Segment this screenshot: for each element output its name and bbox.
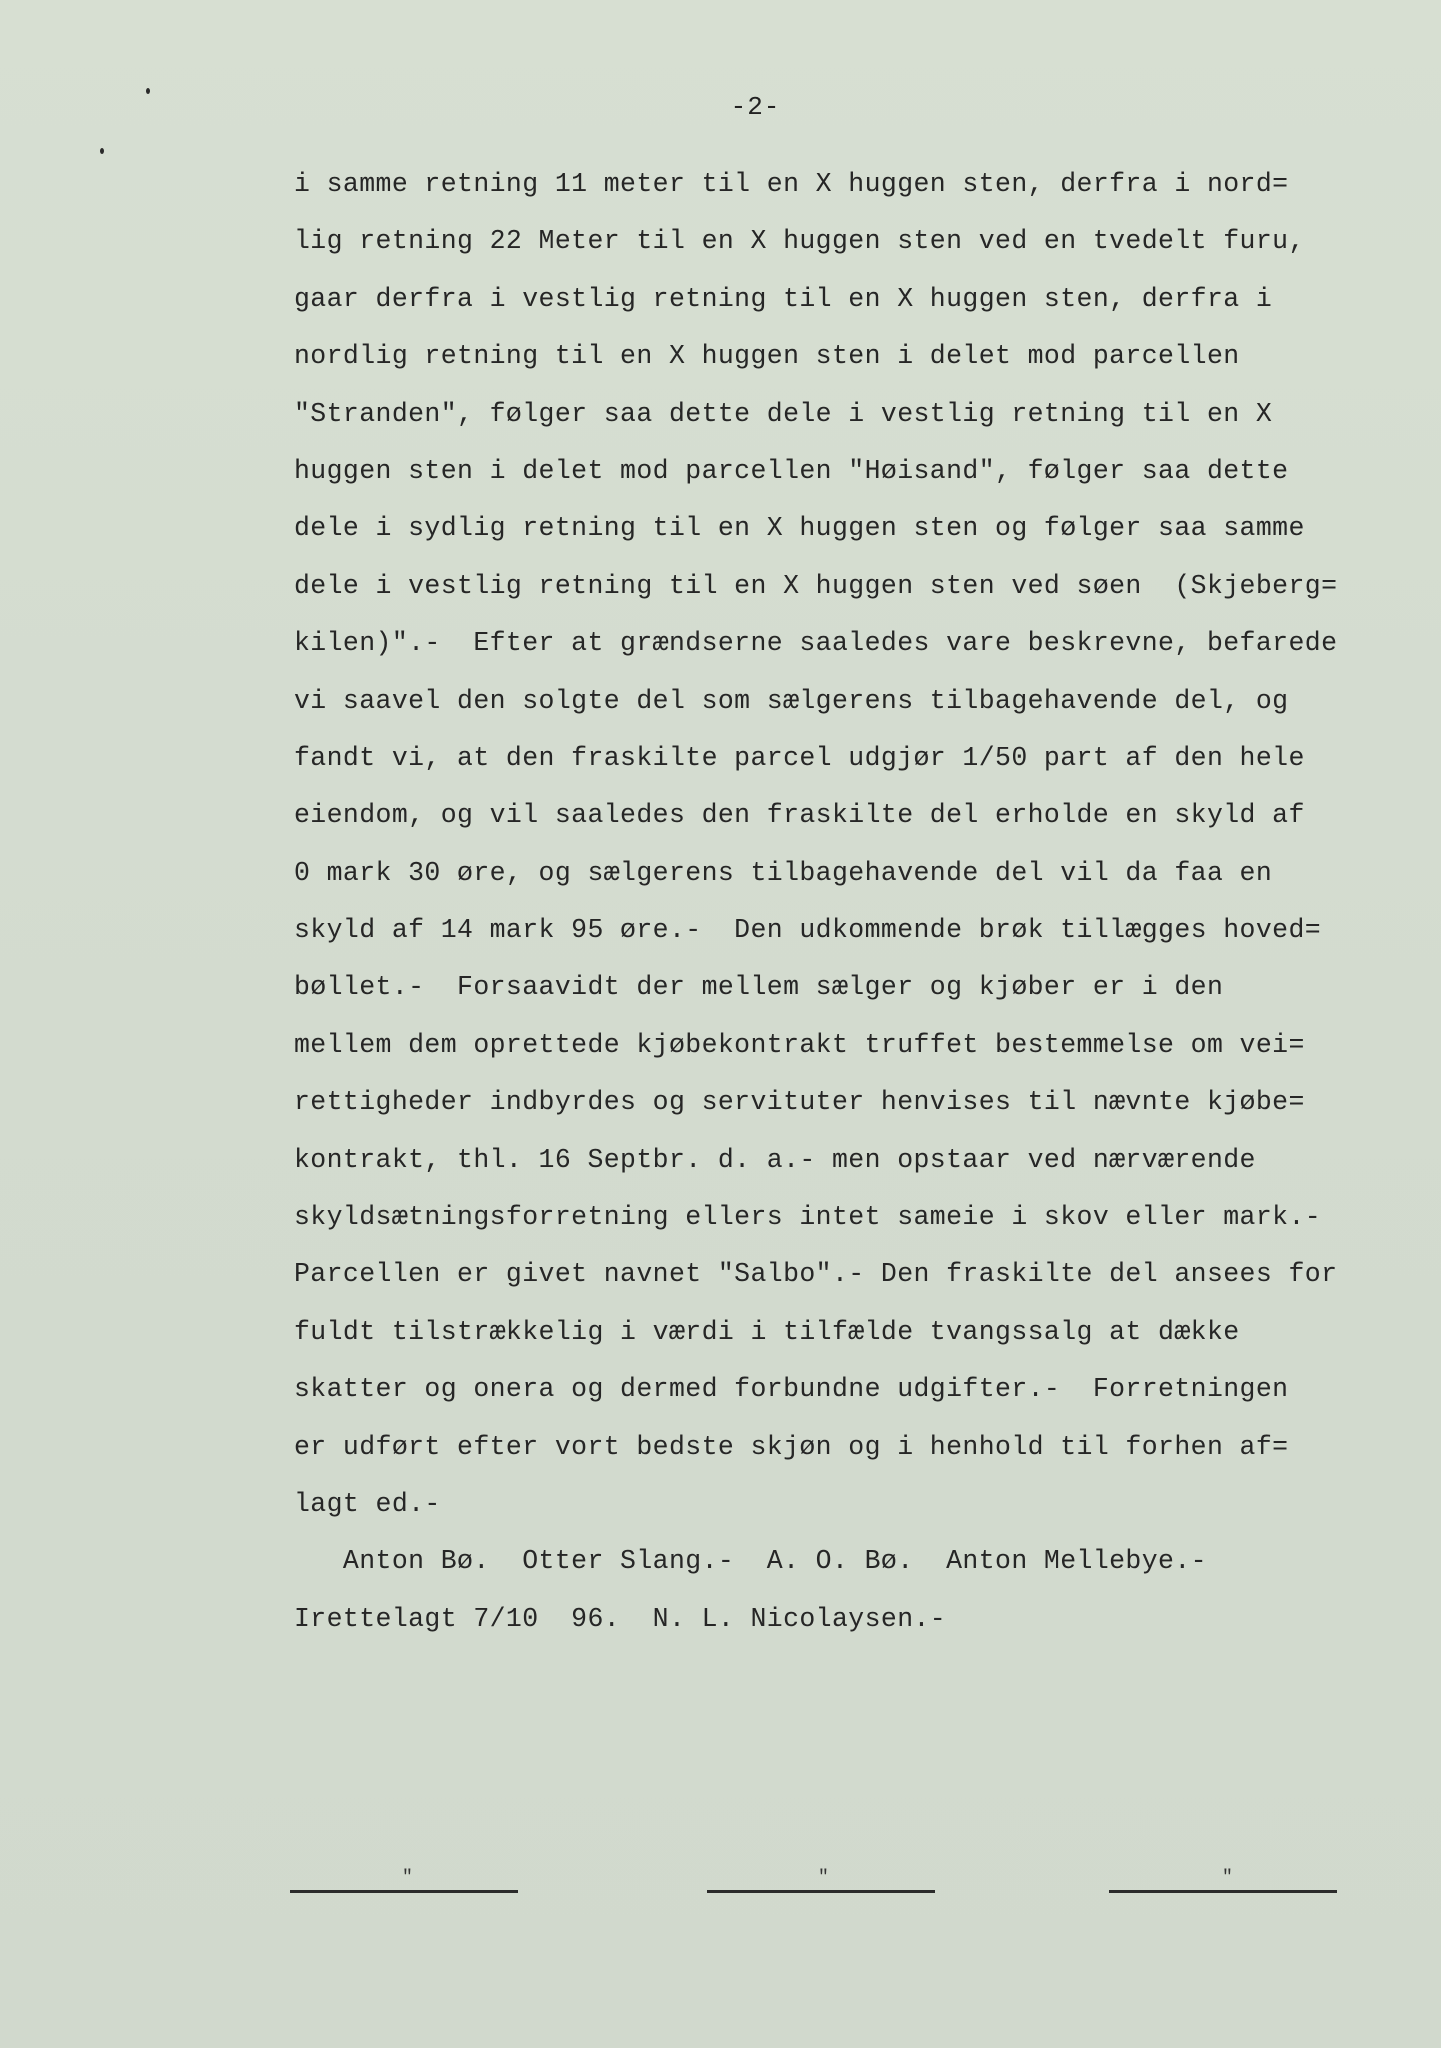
text-line: 0 mark 30 øre, og sælgerens tilbagehavende del vil da faa en (294, 857, 1273, 888)
text-line: skyldsætningsforretning ellers intet sameie i skov eller mark.- (294, 1202, 1322, 1233)
text-line: huggen sten i delet mod parcellen "Høisand", følger saa dette (294, 455, 1289, 486)
text-line: kontrakt, thl. 16 Septbr. d. a.- men opstaar ved nærværende (294, 1144, 1256, 1175)
text-line: fandt vi, at den fraskilte parcel udgjør 1/50 part af den hele (294, 742, 1305, 773)
text-line: i samme retning 11 meter til en X huggen sten, derfra i nord= (294, 169, 1289, 199)
text-line: bøllet.- Forsaavidt der mellem sælger og kjøber er i den (294, 972, 1224, 1003)
separator-rule-center (707, 1890, 935, 1893)
ditto-mark-right: " (1222, 1868, 1233, 1888)
page-number: -2- (730, 92, 781, 122)
signature-line: Anton Bø. Otter Slang.- A. O. Bø. Anton Mellebye.- (294, 1546, 1207, 1577)
text-line: gaar derfra i vestlig retning til en X huggen sten, derfra i (294, 283, 1273, 314)
text-line: Parcellen er givet navnet "Salbo".- Den fraskilte del ansees for (294, 1259, 1338, 1290)
ditto-mark-center: " (818, 1868, 829, 1888)
text-line: kilen)".- Efter at grændserne saaledes vare beskrevne, befarede (294, 628, 1338, 659)
separator-rule-right (1109, 1890, 1337, 1893)
text-line: mellem dem oprettede kjøbekontrakt truffet bestemmelse om vei= (294, 1029, 1305, 1060)
separator-rule-left (290, 1890, 518, 1893)
text-line: eiendom, og vil saaledes den fraskilte del erholde en skyld af (294, 800, 1305, 831)
text-line: lagt ed.- (294, 1488, 441, 1519)
text-line: er udført efter vort bedste skjøn og i henhold til forhen af= (294, 1431, 1289, 1462)
text-line: skatter og onera og dermed forbundne udgifter.- Forretningen (294, 1374, 1289, 1405)
text-line: vi saavel den solgte del som sælgerens tilbagehavende del, og (294, 685, 1289, 716)
text-line: "Stranden", følger saa dette dele i vestlig retning til en X (294, 398, 1273, 429)
text-line: nordlig retning til en X huggen sten i delet mod parcellen (294, 341, 1240, 372)
text-line: fuldt tilstrækkelig i værdi i tilfælde tvangssalg at dække (294, 1316, 1240, 1347)
text-line: dele i vestlig retning til en X huggen sten ved søen (Skjeberg= (294, 570, 1338, 601)
registration-line: Irettelagt 7/10 96. N. L. Nicolaysen.- (294, 1603, 947, 1634)
ditto-mark-left: " (402, 1868, 413, 1888)
document-body (294, 156, 1414, 1648)
ink-speck (100, 148, 104, 154)
text-line: skyld af 14 mark 95 øre.- Den udkommende brøk tillægges hoved= (294, 915, 1322, 946)
text-line: rettigheder indbyrdes og servituter henvises til nævnte kjøbe= (294, 1087, 1305, 1118)
text-line: lig retning 22 Meter til en X huggen sten ved en tvedelt furu, (294, 226, 1305, 257)
text-line: dele i sydlig retning til en X huggen sten og følger saa samme (294, 513, 1305, 544)
